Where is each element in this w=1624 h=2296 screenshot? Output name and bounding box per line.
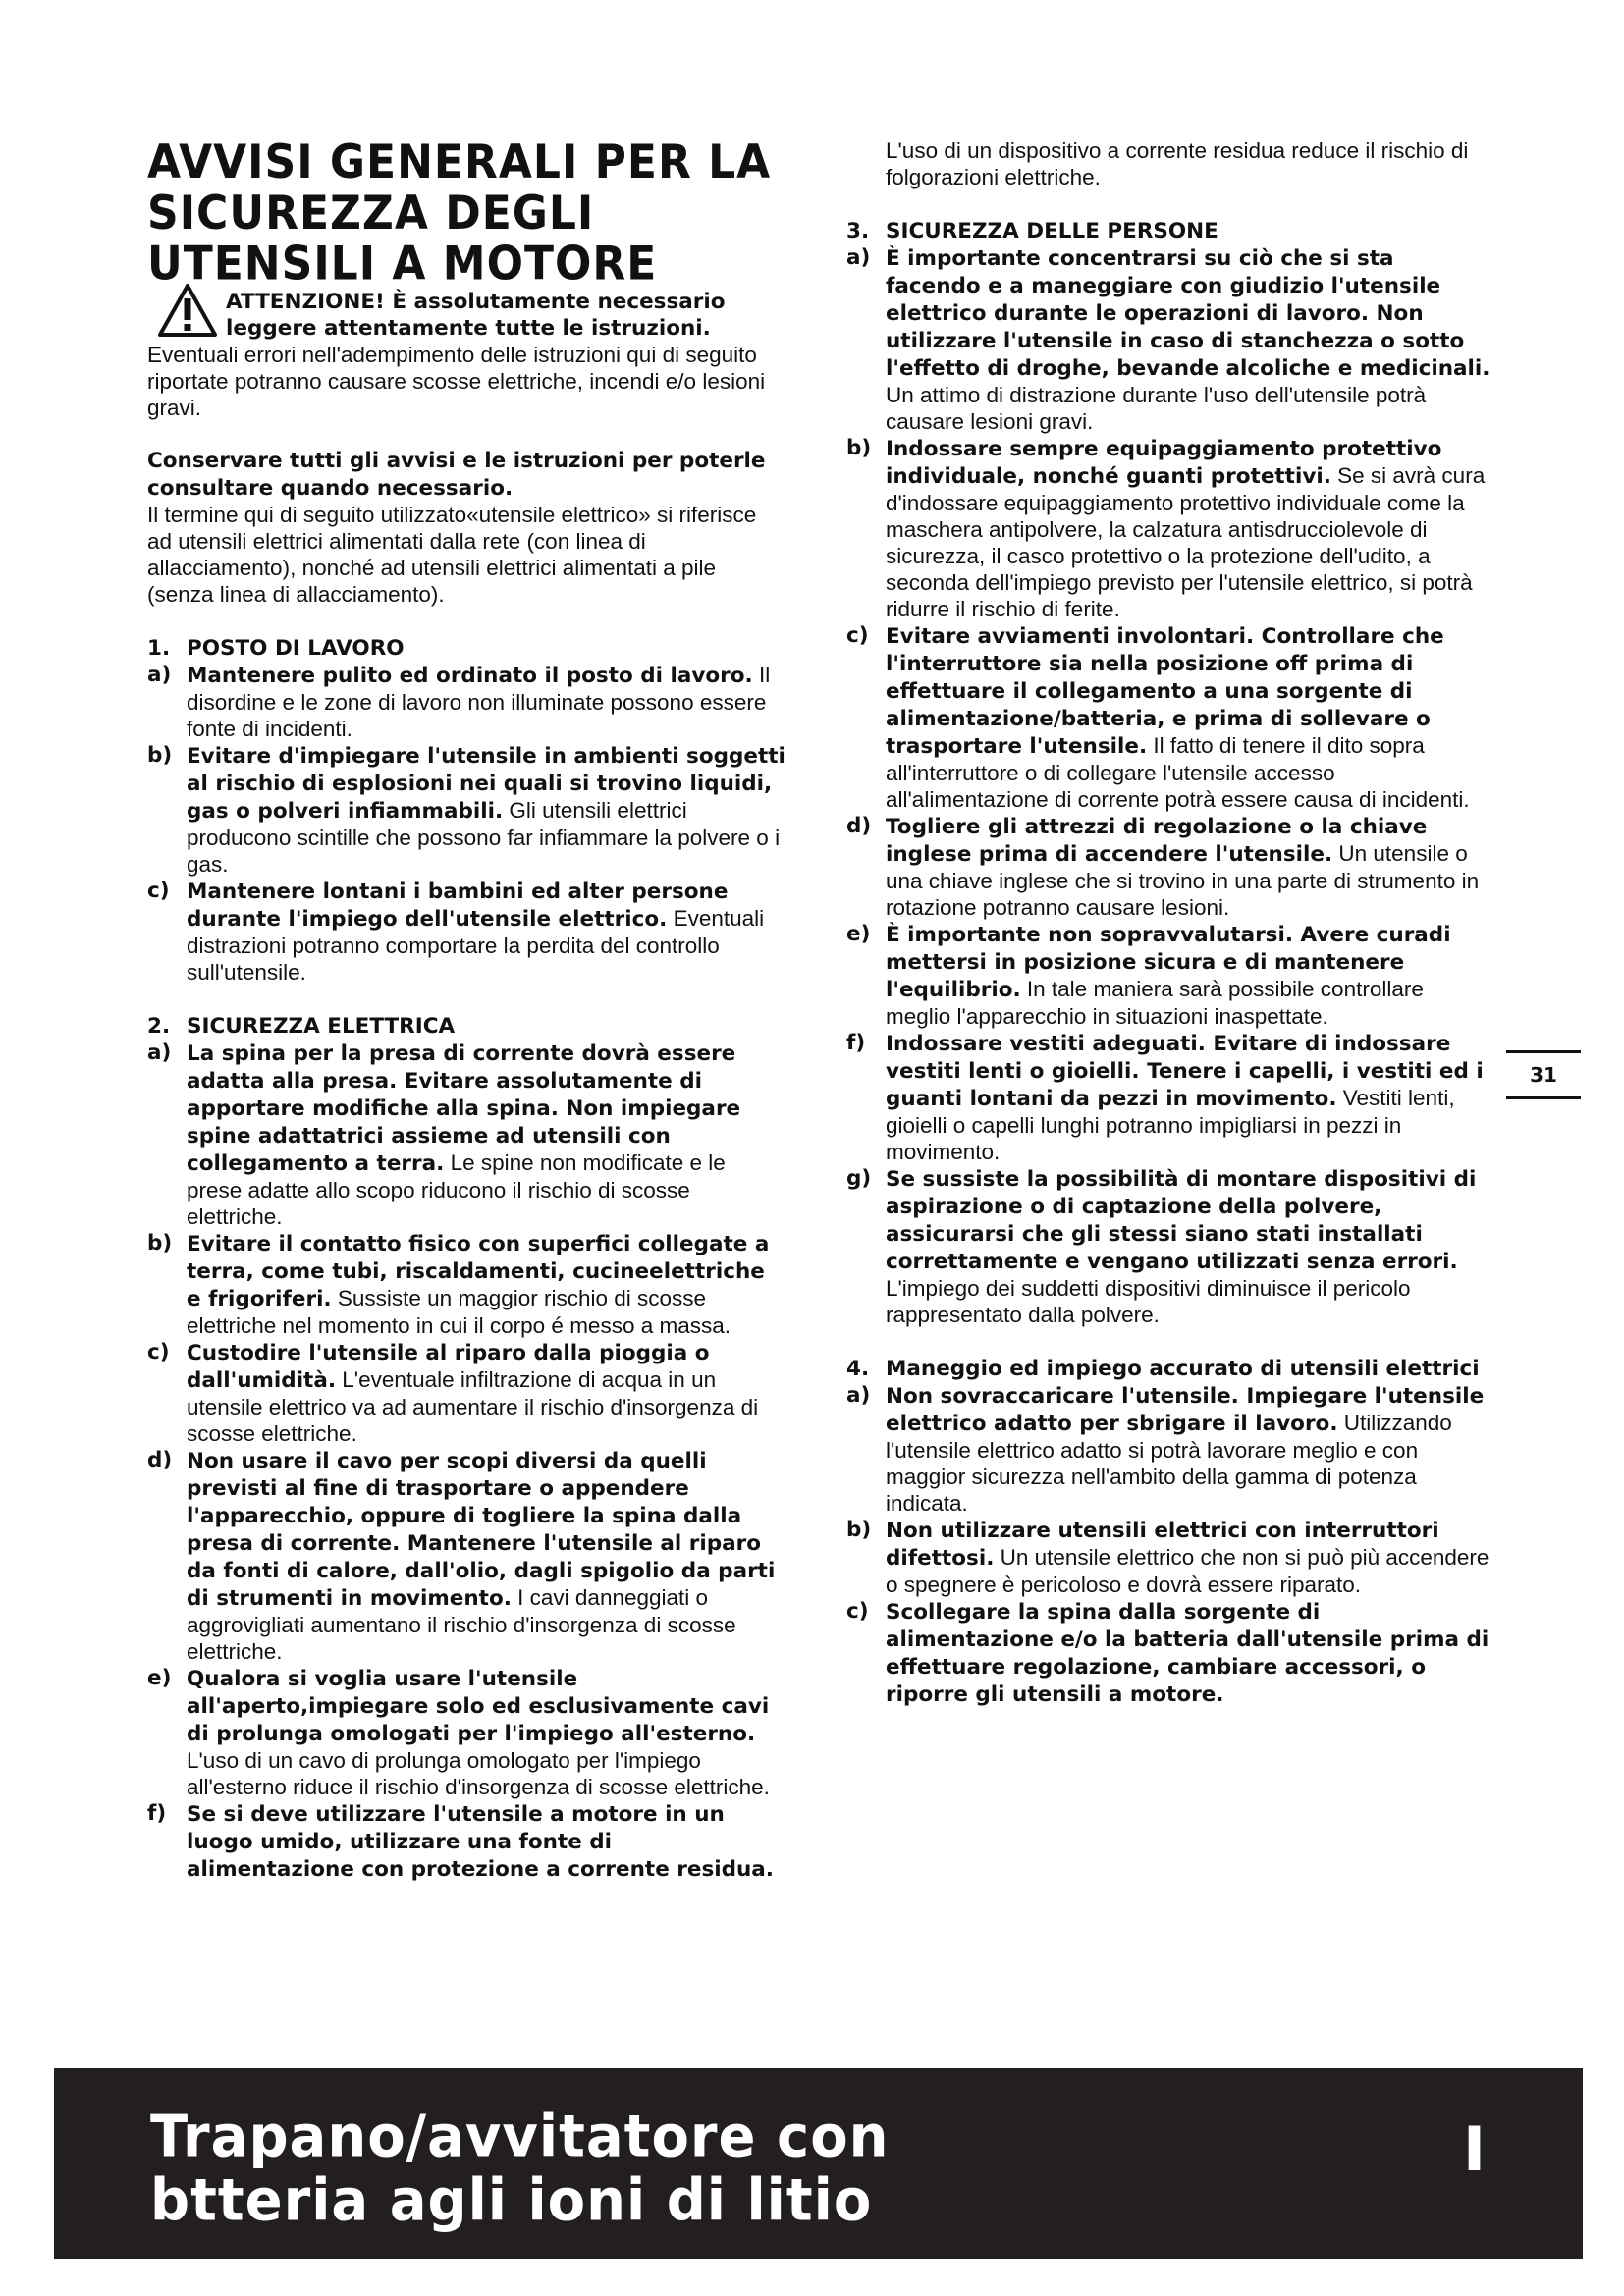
warning-text: Eventuali errori nell'adempimento delle istruzioni qui di seguito riportate potranno causare scosse elettriche, incendi e/o lesioni gravi. bbox=[147, 343, 766, 420]
list-item: f) Se si deve utilizzare l'utensile a motore in un luogo umido, utilizzare una fonte di alimentazione con protezione a corrente residua. bbox=[147, 1801, 774, 1882]
keep-bold: Conservare tutti gli avvisi e le istruzioni per poterle consultare quando necessario. bbox=[147, 449, 766, 501]
page-number: 31 bbox=[1530, 1063, 1557, 1087]
section-heading: 4. Maneggio ed impiego accurato di utensili elettrici bbox=[846, 1357, 1480, 1381]
left-column bbox=[147, 134, 785, 1883]
list-item: c) Custodire l'utensile al riparo dalla pioggia o dall'umidità. L'eventuale infiltrazione di acqua in un utensile elettrico va ad aumentare il rischio d'insorgenza di scosse elettriche. bbox=[147, 1340, 759, 1446]
product-title-line2: btteria agli ioni di litio bbox=[150, 2167, 873, 2235]
divider bbox=[1506, 1096, 1581, 1099]
continued-text bbox=[886, 137, 1494, 190]
section-3 bbox=[846, 218, 1494, 1328]
list-item: c) Evitare avviamenti involontari. Controllare che l'interruttore sia nella posizione off prima di effettuare il collegamento a una sorgente di alimentazione/batteria, e prima di sollevare o trasportare l'utensile. Il fatto di tenere il dito sopra all'interruttore o di collegare l'utensile accesso all'alimentazione di corrente potrà essere causa di incidenti. bbox=[846, 623, 1470, 812]
list-item: c) Scollegare la spina dalla sorgente di alimentazione e/o la batteria dall'utensile prima di effettuare regolazione, cambiare accessori, o riporre gli utensili a motore. bbox=[846, 1599, 1489, 1707]
list-item: b) Non utilizzare utensili elettrici con interruttori difettosi. Un utensile elettrico che non si può più accendere o spegnere è pericoloso e dovrà essere riparato. bbox=[846, 1518, 1489, 1597]
footer-banner bbox=[54, 2068, 1583, 2259]
page-title: AVVISI GENERALI PER LA SICUREZZA DEGLI UTENSILI A MOTORE bbox=[147, 134, 772, 292]
list-item: d) Togliere gli attrezzi di regolazione o la chiave inglese prima di accendere l'utensile. Un utensile o una chiave inglese che si trovino in una parte di strumento in rotazione potranno causare lesioni. bbox=[846, 814, 1480, 920]
list-item: b) Indossare sempre equipaggiamento protettivo individuale, nonché guanti protettivi. Se si avrà cura d'indossare equipaggiamento protettivo individuale come la maschera antipolvere, la calzatura antisdrucciolevole di sicurezza, il casco protettivo o la protezione dell'udito, a seconda dell'impiego previsto per l'utensile elettrico, si potrà ridurre il rischio di ferite. bbox=[846, 436, 1486, 621]
list-item: b) Evitare il contatto fisico con superfici collegate a terra, come tubi, riscaldamenti, cucineelettriche e frigoriferi. Sussiste un maggior rischio di scosse elettriche nel momento in cui il corpo é messo a massa. bbox=[147, 1231, 770, 1338]
language-code: I bbox=[1463, 2113, 1487, 2185]
list-item: g) Se sussiste la possibilità di montare dispositivi di aspirazione o di captazione della polvere, assicurarsi che gli stessi siano stati installati correttamente e vengano utilizzati senza errori. L'impiego dei suddetti dispositivi diminuisce il pericolo rappresentato dalla polvere. bbox=[846, 1166, 1477, 1327]
list-item: a) È importante concentrarsi su ciò che si sta facendo e a maneggiare con giudizio l'utensile elettrico durante le operazioni di lavoro. Non utilizzare l'utensile in caso di stanchezza o sotto l'effetto di droghe, bevande alcoliche e medicinali. Un attimo di distrazione durante l'uso dell'utensile potrà causare lesioni gravi. bbox=[846, 245, 1490, 434]
page-number-marker bbox=[1506, 1050, 1581, 1099]
section-4 bbox=[846, 1356, 1494, 1708]
continued-item-text: L'uso di un dispositivo a corrente residua reduce il rischio di folgorazioni elettriche. bbox=[886, 138, 1469, 189]
list-item: c) Mantenere lontani i bambini ed alter persone durante l'impiego dell'utensile elettrico. Eventuali distrazioni potranno comportare la perdita del controllo sull'utensile. bbox=[147, 879, 765, 985]
list-item: d) Non usare il cavo per scopi diversi da quelli previsti al fine di trasportare o appendere l'apparecchio, oppure di togliere la spina dalla presa di corrente. Mantenere l'utensile al riparo da fonti di calore, dall'olio, dagli spigolio da parti di strumenti in movimento. I cavi danneggiati o aggrovigliati aumentano il rischio d'insorgenza di scosse elettriche. bbox=[147, 1448, 776, 1664]
list-item: e) È importante non sopravvalutarsi. Avere curadi mettersi in posizione sicura e di mantenere l'equilibrio. In tale maniera sarà possibile controllare meglio l'apparecchio in situazioni inaspettate. bbox=[846, 922, 1451, 1029]
list-item: e) Qualora si voglia usare l'utensile all'aperto,impiegare solo ed esclusivamente cavi di prolunga omologati per l'impiego all'esterno. L'uso di un cavo di prolunga omologato per l'impiego all'esterno riduce il rischio d'insorgenza di scosse elettriche. bbox=[147, 1666, 770, 1799]
section-1 bbox=[147, 635, 785, 986]
section-heading: 3. SICUREZZA DELLE PERSONE bbox=[846, 219, 1218, 243]
warning-paragraph bbox=[147, 289, 785, 421]
list-item: f) Indossare vestiti adeguati. Evitare di indossare vestiti lenti o gioielli. Tenere i capelli, i vestiti ed i guanti lontani da pezzi in movimento. Vestiti lenti, gioielli o capelli lunghi potranno impigliarsi in pezzi in movimento. bbox=[846, 1031, 1484, 1164]
keep-text: Il termine qui di seguito utilizzato«utensile elettrico» si riferisce ad utensili elettrici alimentati dalla rete (con linea di allacciamento), nonché ad utensili elettrici alimentati a pile (senza linea di allacciamento). bbox=[147, 503, 757, 607]
list-item: b) Evitare d'impiegare l'utensile in ambienti soggetti al rischio di esplosioni nei quali si trovino liquidi, gas o polveri infiammabili. Gli utensili elettrici producono scintille che possono far infiammare la polvere o i gas. bbox=[147, 743, 785, 877]
product-title bbox=[150, 2103, 890, 2235]
product-title-line1: Trapano/avvitatore con bbox=[150, 2103, 890, 2171]
section-2 bbox=[147, 1013, 785, 1883]
warning-triangle-icon bbox=[157, 283, 218, 338]
list-item: a) La spina per la presa di corrente dovrà essere adatta alla presa. Evitare assolutamente di apportare modifiche alla spina. Non impiegare spine adattatrici assieme ad utensili con collegamento a terra. Le spine non modificate e le prese adatte allo scopo riducono il rischio di scosse elettriche. bbox=[147, 1041, 741, 1229]
list-item: a) Mantenere pulito ed ordinato il posto di lavoro. Il disordine e le zone di lavoro non illuminate possono essere fonte di incidenti. bbox=[147, 663, 771, 741]
section-heading: 1. POSTO DI LAVORO bbox=[147, 636, 405, 661]
keep-instructions bbox=[147, 447, 785, 608]
list-item: a) Non sovraccaricare l'utensile. Impiegare l'utensile elettrico adatto per sbrigare il lavoro. Utilizzando l'utensile elettrico adatto si potrà lavorare meglio e con maggior sicurezza nell'ambito della gamma di potenza indicata. bbox=[846, 1383, 1485, 1516]
warning-bold: ATTENZIONE! È assolutamente necessario leggere attentamente tutte le istruzioni. bbox=[226, 290, 726, 341]
right-column bbox=[846, 137, 1494, 1708]
section-heading: 2. SICUREZZA ELETTRICA bbox=[147, 1014, 456, 1039]
